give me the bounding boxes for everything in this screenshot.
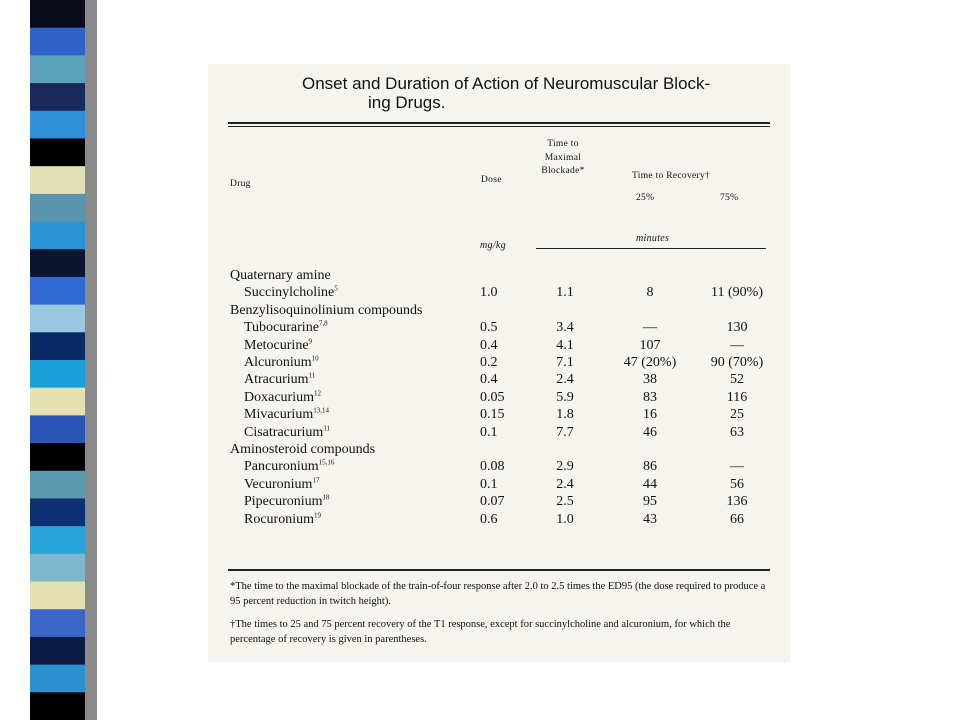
stripe-block (30, 194, 85, 222)
header-drug: Drug (230, 179, 251, 189)
drug-name (244, 459, 334, 475)
drug-name (244, 407, 329, 423)
cell-tmax: 2.9 (556, 459, 574, 475)
group-row (208, 442, 790, 459)
cell-r75: 52 (730, 372, 744, 388)
drug-name-text: Tubocurarine (244, 320, 319, 336)
drug-name-text: Atracurium (244, 372, 309, 388)
stripe-block (30, 83, 85, 111)
reference-superscript: 12 (313, 389, 321, 398)
cell-r25: 43 (643, 511, 657, 527)
stripe-block (30, 55, 85, 83)
table-row (208, 477, 790, 494)
stripe-block (30, 111, 85, 139)
cell-r75: 90 (70%) (710, 355, 764, 370)
cell-dose: 0.4 (480, 372, 498, 388)
drug-name (244, 425, 330, 441)
header-time-unit: minutes (636, 233, 670, 244)
stripe-block (30, 526, 85, 554)
cell-tmax: 2.4 (556, 372, 574, 388)
top-rule (228, 122, 770, 124)
cell-dose: 0.07 (480, 494, 505, 510)
table-row (208, 355, 790, 372)
stripe-block (30, 277, 85, 305)
stripe-block (30, 471, 85, 499)
cell-tmax: 5.9 (556, 389, 574, 405)
cell-r25: 46 (643, 424, 657, 440)
group-row (208, 303, 790, 320)
stripe-block (30, 166, 85, 194)
decorative-stripe-bar (0, 0, 110, 720)
cell-tmax: 1.0 (556, 511, 574, 527)
drug-name-text: Rocuronium (244, 511, 314, 527)
cell-tmax: 7.1 (556, 355, 574, 370)
drug-name (230, 442, 375, 458)
header-time-max-1: Time to (547, 139, 579, 149)
drug-name (244, 320, 328, 336)
bottom-rule (228, 569, 770, 571)
table-title-line2: ing Drugs. (368, 93, 446, 112)
cell-tmax: 1.1 (556, 285, 574, 301)
cell-r75: 136 (726, 494, 748, 510)
drug-name-text: Quaternary amine (230, 268, 331, 283)
cell-dose: 0.5 (480, 320, 498, 336)
drug-name-text: Alcuronium (244, 355, 312, 370)
cell-r25: 107 (639, 337, 661, 353)
footnote-1-text: *The time to the maximal blockade of the train-of-four response after 2.0 to 2.5 times the ED95 (the dose required to produce a 95 percent reduction in twitch height). (230, 581, 766, 607)
stripe-block (30, 222, 85, 250)
drug-name (244, 372, 315, 388)
cell-tmax: 3.4 (556, 320, 574, 336)
cell-dose: 0.15 (480, 407, 505, 423)
drug-name-text: Benzylisoquinolinium compounds (230, 302, 423, 318)
header-pct25: 25% (636, 193, 655, 203)
drug-name (230, 268, 331, 284)
reference-superscript: 11 (323, 423, 331, 432)
stripe-block (30, 609, 85, 637)
stripe-shadow (85, 0, 97, 720)
cell-dose: 0.05 (480, 389, 505, 405)
stripe-block (30, 28, 85, 56)
cell-dose: 1.0 (480, 285, 498, 301)
header-recovery: Time to Recovery† (632, 171, 711, 181)
reference-superscript: 17 (312, 476, 320, 485)
reference-superscript: 7,8 (318, 319, 328, 328)
table-row (208, 338, 790, 355)
drug-name (244, 512, 321, 528)
cell-r75: 25 (730, 407, 744, 423)
cell-r25: 83 (643, 389, 657, 405)
drug-name-text: Mivacurium (244, 407, 314, 423)
reference-superscript: 13,14 (313, 406, 329, 415)
stripe-block (30, 637, 85, 665)
reference-superscript: 19 (314, 510, 321, 519)
cell-dose: 0.08 (480, 459, 505, 475)
cell-r75: 130 (726, 320, 748, 336)
top-rule-thin (228, 126, 770, 127)
cell-r25: 95 (643, 494, 657, 510)
drug-name-text: Succinylcholine (244, 285, 335, 301)
stripe-block (30, 360, 85, 388)
cell-r25: 86 (643, 459, 657, 475)
header-dose: Dose (481, 175, 502, 185)
cell-dose: 0.6 (480, 511, 498, 527)
header-time-max-3: Blockade* (541, 166, 585, 176)
table-row (208, 372, 790, 389)
reference-superscript: 10 (311, 354, 319, 363)
reference-superscript: 18 (322, 493, 330, 502)
cell-r25: 38 (643, 372, 657, 388)
cell-tmax: 2.4 (556, 476, 574, 492)
header-pct75: 75% (720, 193, 739, 203)
reference-superscript: 9 (308, 336, 313, 345)
drug-name-text: Pancuronium (244, 459, 319, 475)
cell-r25: 16 (643, 407, 657, 423)
reference-superscript: 5 (334, 284, 338, 293)
cell-dose: 0.1 (480, 424, 498, 440)
cell-r25: 47 (20%) (623, 355, 677, 370)
table-row (208, 320, 790, 337)
stripe-block (30, 554, 85, 582)
table-row (208, 494, 790, 511)
stripe-block (30, 332, 85, 360)
drug-name-text: Pipecuronium (244, 494, 323, 510)
cell-r75: 116 (726, 389, 748, 405)
table-row (208, 390, 790, 407)
drug-name-text: Vecuronium (244, 476, 313, 492)
drug-name (230, 303, 423, 319)
table-row (208, 459, 790, 476)
cell-dose: 0.4 (480, 337, 498, 353)
table-row (208, 285, 790, 302)
drug-name-text: Cisatracurium (244, 424, 324, 440)
stripe-block (30, 249, 85, 277)
stripe-block (30, 305, 85, 333)
cell-r75: — (730, 337, 744, 353)
cell-r25: 8 (646, 285, 654, 301)
stripe-block (30, 138, 85, 166)
stripe-block (30, 388, 85, 416)
stripe-block (30, 498, 85, 526)
cell-r25: 44 (643, 476, 657, 492)
header-time-max-2: Maximal (544, 153, 582, 163)
footnote-2-text: †The times to 25 and 75 percent recovery of the T1 response, except for succinylcholine and alcuronium, for which the percentage of recovery is given in parentheses. (230, 619, 731, 645)
footnote-2 (230, 617, 775, 647)
stripe-block (30, 415, 85, 443)
cell-r75: 56 (730, 476, 744, 492)
drug-name (244, 355, 319, 371)
reference-superscript: 15,16 (318, 458, 335, 467)
stripe-block (30, 665, 85, 693)
stripe-block (30, 443, 85, 471)
table-row (208, 512, 790, 529)
cell-r75: 66 (730, 511, 744, 527)
cell-tmax: 4.1 (556, 337, 574, 353)
header-rule (536, 248, 766, 249)
drug-name-text: Metocurine (244, 337, 309, 353)
group-row (208, 268, 790, 285)
cell-dose: 0.1 (480, 476, 498, 492)
reference-superscript: 11 (308, 371, 316, 380)
table-row (208, 407, 790, 424)
drug-name (244, 477, 319, 493)
cell-tmax: 2.5 (556, 494, 574, 510)
cell-r25: — (643, 320, 657, 336)
cell-tmax: 7.7 (556, 424, 574, 440)
cell-r75: — (730, 459, 744, 475)
table-row (208, 425, 790, 442)
drug-name (244, 390, 321, 406)
stripe-block (30, 0, 85, 28)
drug-name (244, 494, 330, 510)
table-image (208, 64, 790, 662)
footnote-1 (230, 579, 775, 609)
stripe-block (30, 582, 85, 610)
stripe-block (30, 692, 85, 720)
drug-name (244, 285, 338, 301)
drug-name-text: Aminosteroid compounds (230, 442, 376, 457)
cell-r75: 63 (730, 424, 744, 440)
drug-name-text: Doxacurium (244, 389, 314, 405)
cell-tmax: 1.8 (556, 407, 574, 423)
table-title-line1: Onset and Duration of Action of Neuromuscular Block- (302, 74, 711, 93)
header-dose-unit: mg/kg (480, 240, 506, 251)
cell-r75: 11 (90%) (711, 285, 763, 301)
drug-name (244, 338, 312, 354)
cell-dose: 0.2 (480, 355, 498, 370)
